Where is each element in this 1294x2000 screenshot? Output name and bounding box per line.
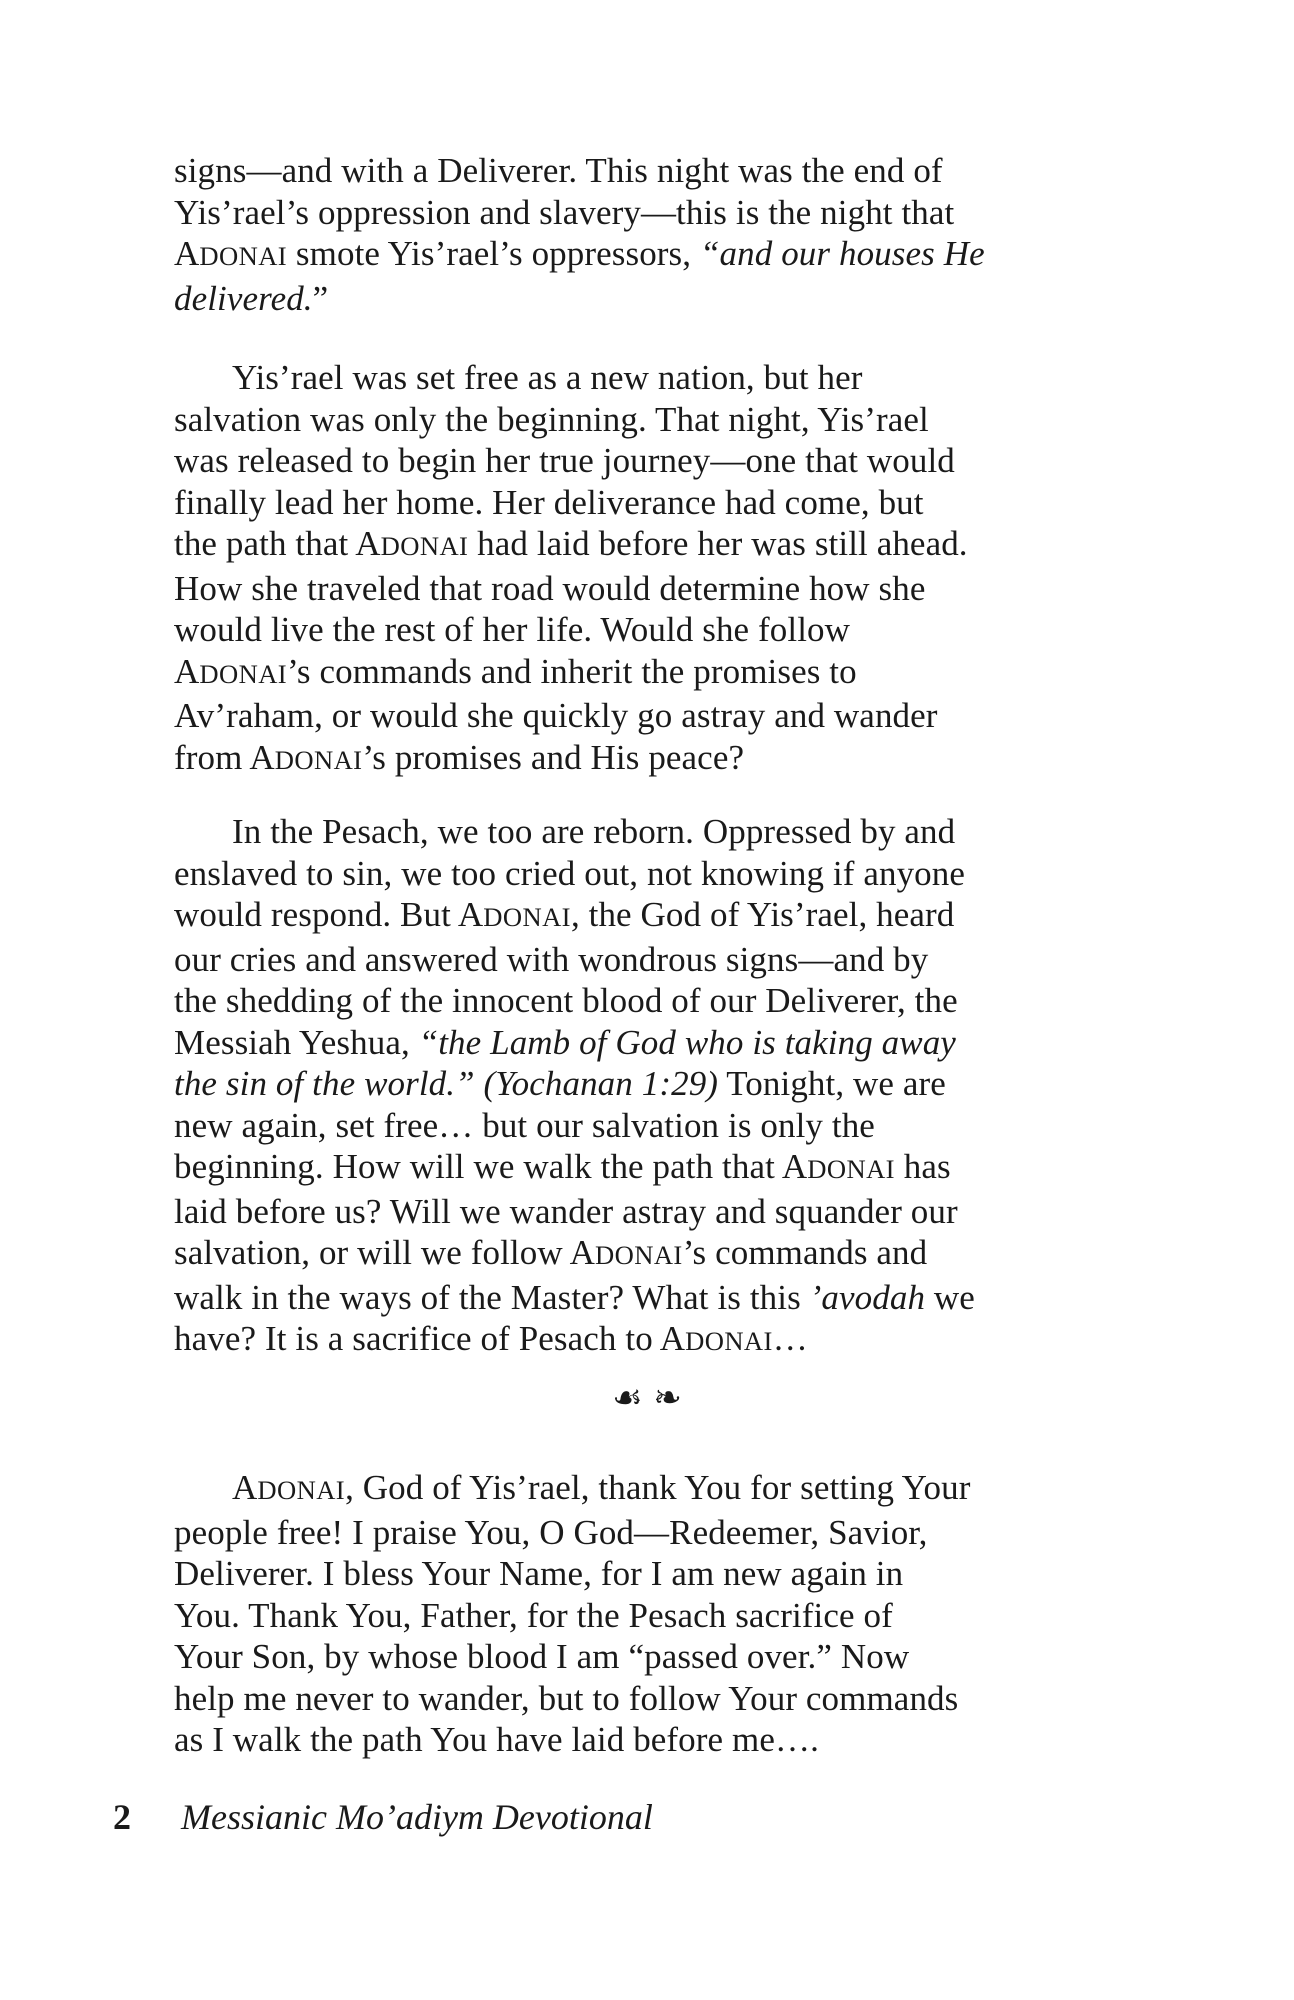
text-line [174, 1318, 1074, 1363]
text-line: enslaved to sin, we too cried out, not knowing if anyone [174, 853, 965, 893]
small-caps-word: DONAI [595, 1240, 683, 1270]
text-line: the shedding of the innocent blood of our Deliverer, the [174, 981, 958, 1020]
text-line: Av’raham, or would she quickly go astray and wander [174, 696, 938, 735]
text-line [174, 894, 1074, 939]
small-caps-word: DONAI [807, 1154, 895, 1184]
italic-word: ’avodah [809, 1277, 926, 1317]
text-run: salvation, or will we follow [174, 1233, 570, 1272]
text-line: salvation was only the beginning. That night, Yis’rael [174, 399, 929, 439]
small-caps-initial: A [174, 234, 200, 273]
text-run: Tonight, we are [718, 1064, 946, 1103]
text-run: have? It is a sacrifice of Pesach to [174, 1319, 660, 1358]
text-line [174, 737, 1074, 782]
text-run: , God of Yis’rael, thank You for setting Your [345, 1468, 971, 1507]
text-line: would live the rest of her life. Would she follow [174, 610, 851, 649]
text-line: You. Thank You, Father, for the Pesach sacrifice of [174, 1595, 893, 1635]
paragraph-2 [174, 357, 1074, 781]
text-line: Yis’rael was set free as a new nation, but her [232, 358, 863, 397]
small-caps-word: DONAI [199, 658, 288, 689]
text-run: ’s commands and [682, 1233, 928, 1272]
text-line: as I walk the path You have laid before me…. [174, 1720, 819, 1759]
small-caps-initial: A [174, 651, 200, 691]
text-run: would respond. But [174, 895, 458, 934]
small-caps-word: DONAI [685, 1326, 773, 1356]
text-line [174, 278, 1074, 320]
small-caps-initial: A [457, 895, 484, 934]
text-line: Yis’rael’s oppression and slavery—this is the night that [174, 192, 955, 232]
small-caps-initial: A [781, 1147, 808, 1186]
text-line [174, 233, 1074, 278]
text-run: ’s promises and His peace? [362, 737, 745, 777]
page-number: 2 [113, 1797, 131, 1837]
text-run: from [174, 737, 250, 777]
text-line: was released to begin her true journey—one that would [174, 441, 955, 480]
text-line: Deliverer. I bless Your Name, for I am new again in [174, 1554, 904, 1593]
text-line [174, 1146, 1074, 1191]
text-line [174, 523, 1074, 568]
text-line [174, 1277, 1074, 1319]
text-line: new again, set free… but our salvation is only the [174, 1105, 875, 1145]
text-run: ’s commands and inherit the promises to [287, 651, 857, 691]
running-title: Messianic Mo’adiym Devotional [181, 1797, 653, 1837]
text-run: smote Yis’rael’s oppressors, [287, 234, 700, 273]
small-caps-word: DONAI [274, 744, 363, 775]
text-run: Messiah Yeshua, [174, 1022, 419, 1062]
small-caps-initial: A [659, 1319, 686, 1358]
text-line: How she traveled that road would determine how she [174, 568, 926, 608]
small-caps-initial: A [355, 524, 381, 563]
text-line [174, 1022, 1074, 1064]
text-line [174, 1063, 1074, 1105]
text-run: , the God of Yis’rael, heard [570, 895, 955, 934]
italic-quote: “and our houses He [699, 234, 985, 273]
paragraph-1 [174, 150, 1074, 319]
text-line: signs—and with a Deliverer. This night was the end of [174, 151, 943, 190]
italic-quote: “the Lamb of God who is taking away [418, 1022, 956, 1062]
text-run: had laid before her was still ahead. [468, 524, 968, 563]
small-caps-word: DONAI [483, 902, 571, 932]
small-caps-word: DONAI [257, 1475, 346, 1505]
text-run: has [894, 1147, 951, 1186]
section-divider-ornament: ☙ ❧ [612, 1378, 682, 1418]
text-line: In the Pesach, we too are reborn. Oppressed by and [232, 812, 956, 851]
paragraph-3 [174, 811, 1074, 1363]
text-line: Your Son, by whose blood I am “passed over.” Now [174, 1637, 910, 1676]
small-caps-initial: A [232, 1468, 258, 1507]
text-line [174, 1467, 1074, 1512]
text-line: finally lead her home. Her deliverance had come, but [174, 482, 924, 522]
text-line: laid before us? Will we wander astray and squander our [174, 1191, 958, 1231]
text-run: the path that [174, 524, 356, 563]
small-caps-initial: A [249, 737, 275, 777]
text-line: help me never to wander, but to follow Your commands [174, 1678, 959, 1718]
text-run: walk in the ways of the Master? What is this [174, 1277, 810, 1317]
text-run: ” [312, 278, 329, 318]
text-line: people free! I praise You, O God—Redeemer, Savior, [174, 1512, 928, 1552]
italic-quote: the sin of the world.” (Yochanan 1:29) [174, 1064, 719, 1103]
text-run: … [772, 1319, 808, 1358]
text-run: beginning. How will we walk the path that [174, 1147, 782, 1186]
page-footer [113, 1796, 653, 1838]
small-caps-initial: A [569, 1233, 596, 1272]
text-run: we [925, 1277, 975, 1317]
text-line [174, 651, 1074, 696]
text-line [174, 1232, 1074, 1277]
italic-quote: delivered. [174, 278, 313, 318]
paragraph-4-prayer [174, 1467, 1074, 1761]
text-line: our cries and answered with wondrous signs—and by [174, 939, 929, 979]
small-caps-word: DONAI [199, 241, 288, 271]
small-caps-word: DONAI [380, 531, 469, 561]
